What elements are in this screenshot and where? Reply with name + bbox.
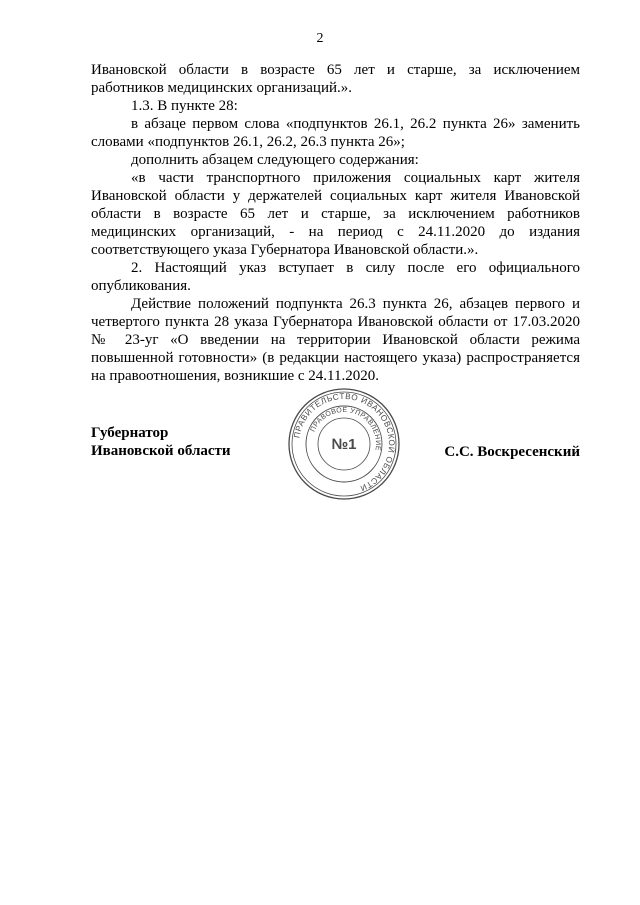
- paragraph-4: дополнить абзацем следующего содержания:: [131, 152, 419, 168]
- paragraph-6: 2. Настоящий указ вступает в силу после его официального опубликования.: [91, 260, 580, 294]
- signatory-position-line-2: Ивановской области: [91, 443, 231, 459]
- svg-text:ПРАВИТЕЛЬСТВО ИВАНОВСКОЙ ОБЛАС: ПРАВИТЕЛЬСТВО ИВАНОВСКОЙ ОБЛАСТИ: [292, 391, 397, 493]
- paragraph-7: Действие положений подпункта 26.3 пункта 26, абзацев первого и четвертого пункта 28 указа Губернатора Ивановской области от 17.03.2020 № 23-уг «О введении на территории Ивановской области режима повышенной готовности» (в редакции настоящего указа) распространяется на правоотношения, возникшие с 24.11.2020.: [91, 296, 580, 384]
- page-number: 2: [316, 31, 324, 46]
- paragraph-2: 1.3. В пункте 28:: [131, 98, 238, 114]
- paragraph-3: в абзаце первом слова «подпунктов 26.1, 26.2 пункта 26» заменить словами «подпунктов 26.1, 26.2, 26.3 пункта 26»;: [91, 116, 580, 150]
- seal-graphic: [287, 387, 401, 501]
- signatory-position: [91, 424, 231, 460]
- official-seal-stamp: [287, 387, 401, 501]
- paragraph-1: Ивановской области в возрасте 65 лет и старше, за исключением работников медицинских организаций.».: [91, 62, 580, 96]
- signatory-name: С.С. Воскресенский: [444, 444, 580, 460]
- svg-text:№1: №1: [331, 436, 357, 453]
- paragraph-5: «в части транспортного приложения социальных карт жителя Ивановской области у держателей социальных карт жителя Ивановской области в возрасте 65 лет и старше, за исключением работников медицинских организаций, - на период с 24.11.2020 до издания соответствующего указа Губернатора Ивановской области.».: [91, 170, 580, 258]
- signatory-position-line-1: Губернатор: [91, 425, 169, 441]
- svg-text:ПРАВОВОЕ УПРАВЛЕНИЕ: ПРАВОВОЕ УПРАВЛЕНИЕ: [309, 406, 382, 452]
- document-body: [91, 61, 580, 385]
